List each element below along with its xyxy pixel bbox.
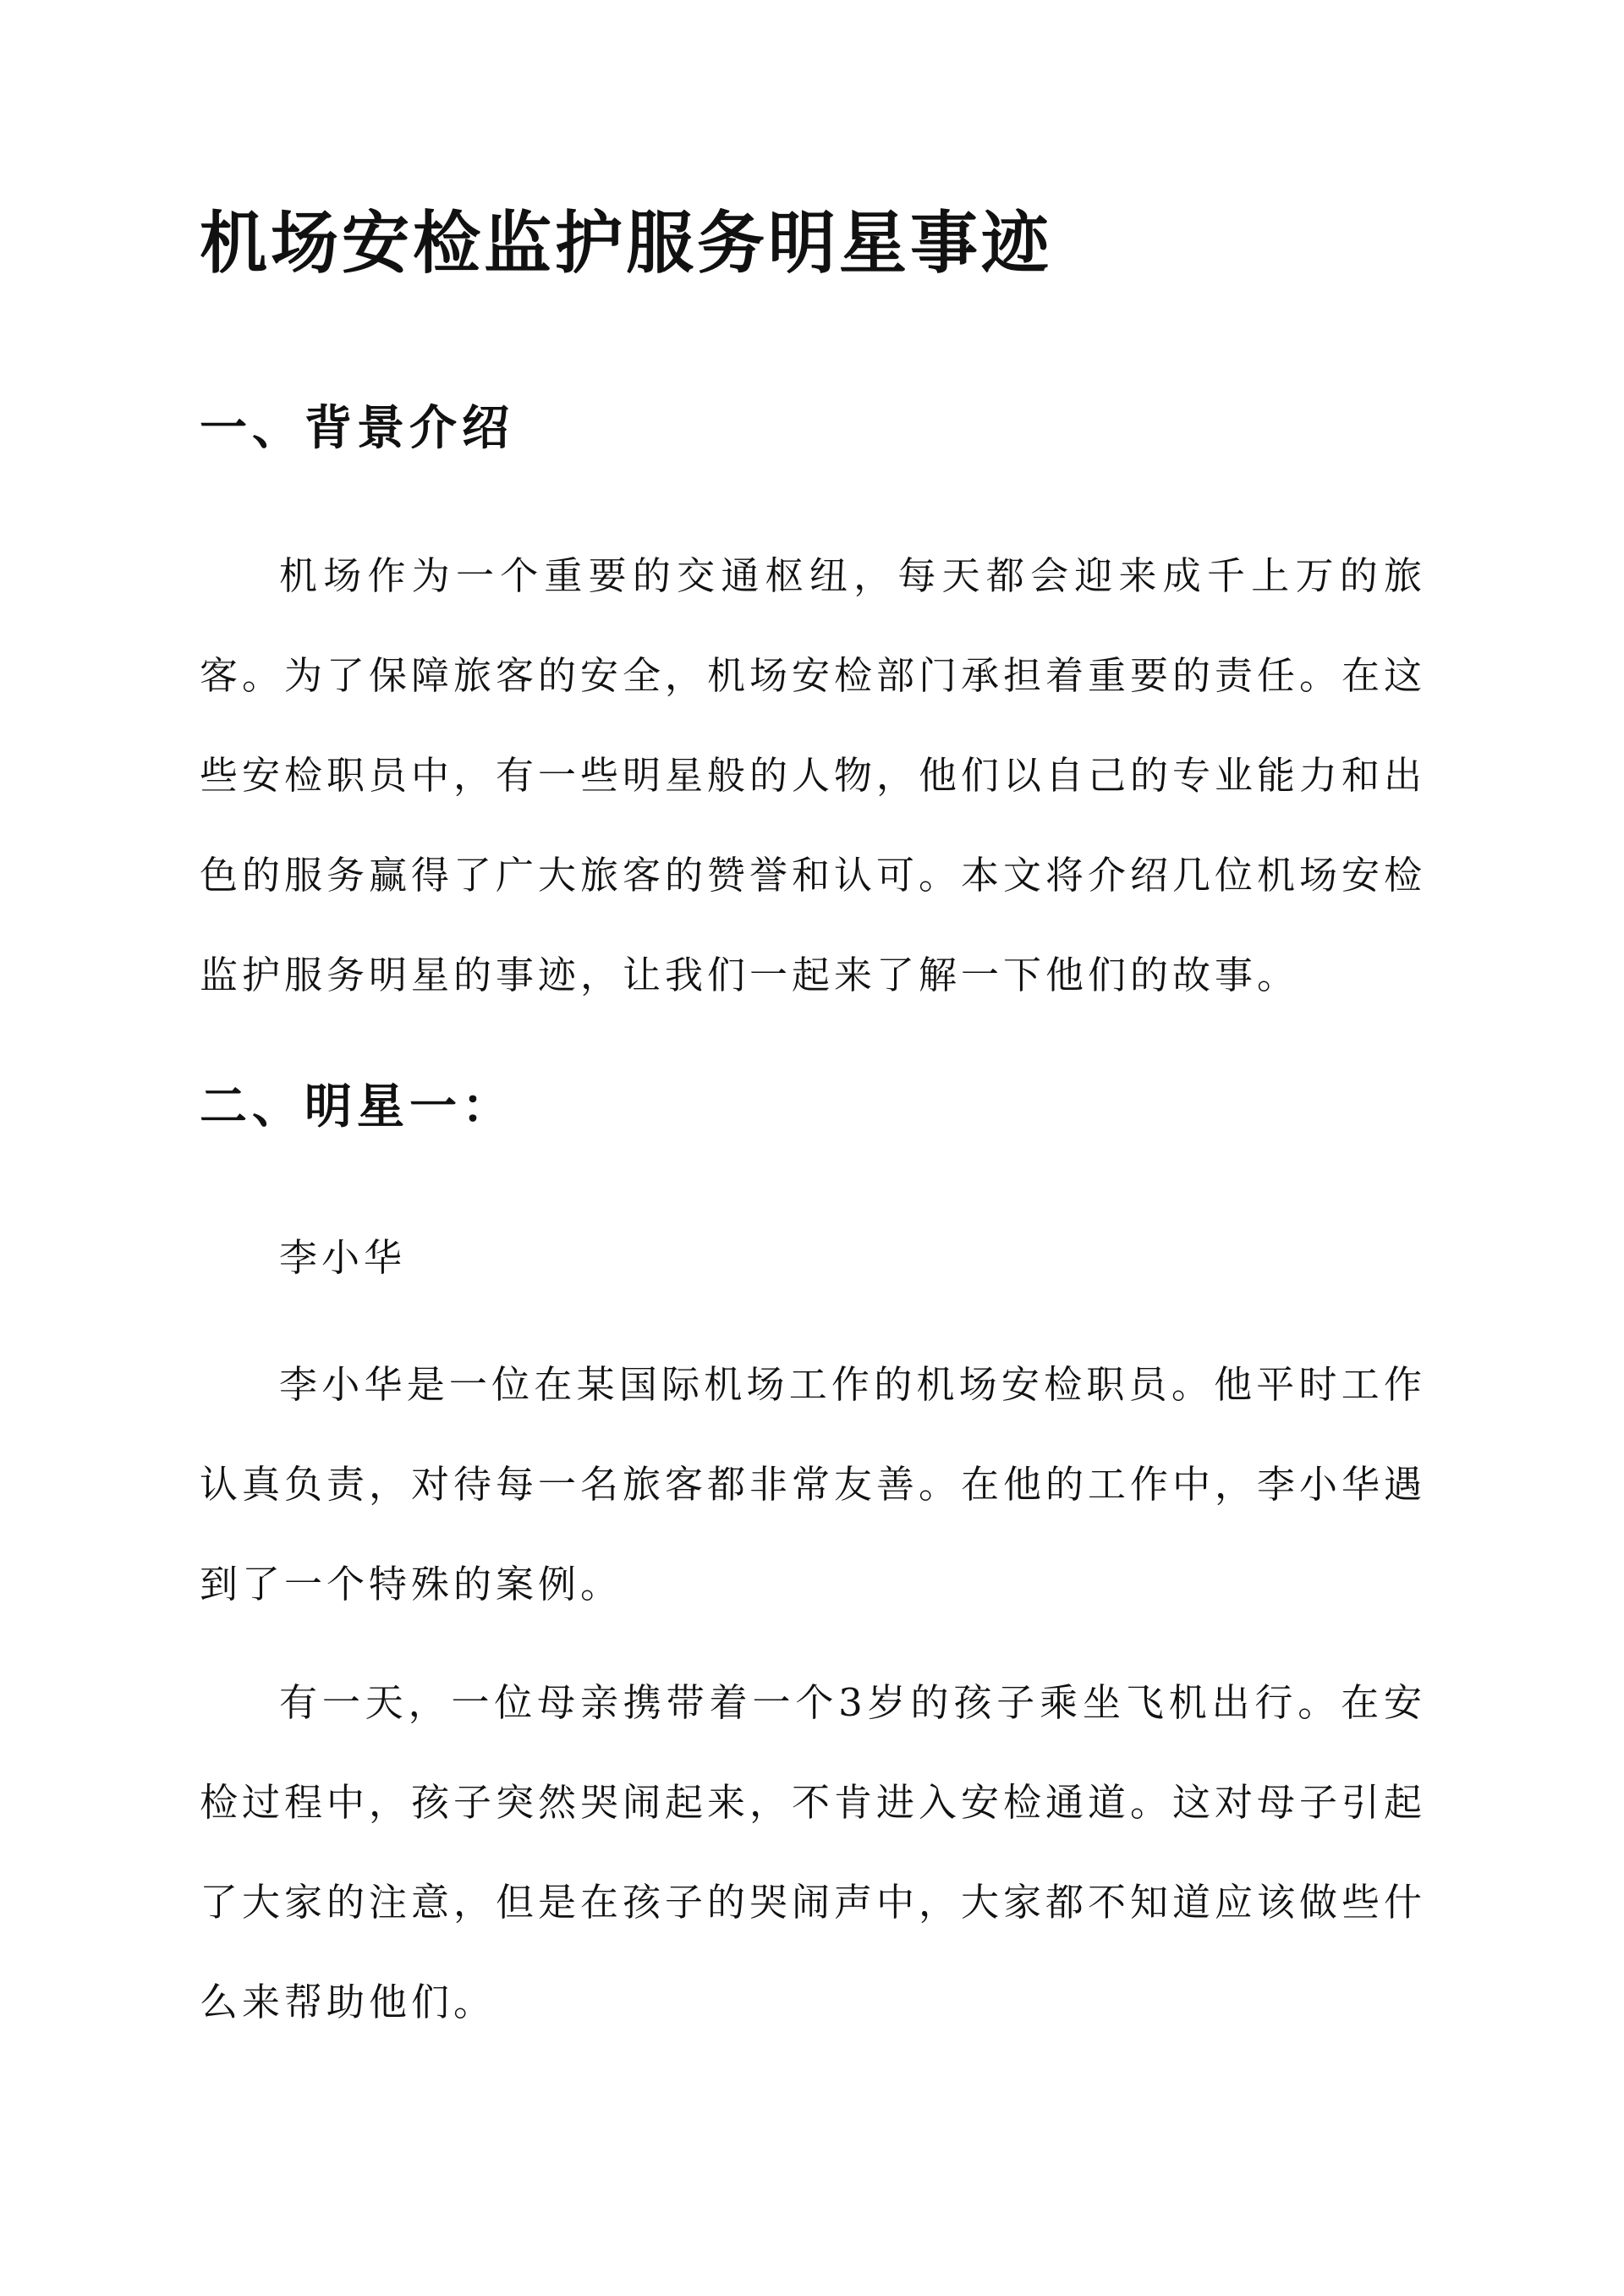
section-heading-background: 一、背景介绍 (200, 400, 514, 456)
section-heading-star-one: 二、明星一： (200, 1079, 514, 1134)
star-name: 李小华 (279, 1235, 407, 1280)
document-title: 机场安检监护服务明星事迹 (200, 203, 1052, 283)
star-one-paragraph-intro: 李小华是一位在某国际机场工作的机场安检职员。他平时工作认真负责，对待每一名旅客都非常友善。在他的工作中，李小华遇到了一个特殊的案例。 (200, 1362, 1427, 1607)
star-one-paragraph-case: 有一天，一位母亲携带着一个3岁的孩子乘坐飞机出行。在安检过程中，孩子突然哭闹起来，不肯进入安检通道。这对母子引起了大家的注意，但是在孩子的哭闹声中，大家都不知道应该做些什么来帮助他们。 (200, 1680, 1427, 2024)
background-paragraph: 机场作为一个重要的交通枢纽，每天都会迎来成千上万的旅客。为了保障旅客的安全，机场安检部门承担着重要的责任。在这些安检职员中，有一些明星般的人物，他们以自己的专业能力和出色的服务赢得了广大旅客的赞誉和认可。本文将介绍几位机场安检监护服务明星的事迹，让我们一起来了解一下他们的故事。 (200, 553, 1427, 997)
